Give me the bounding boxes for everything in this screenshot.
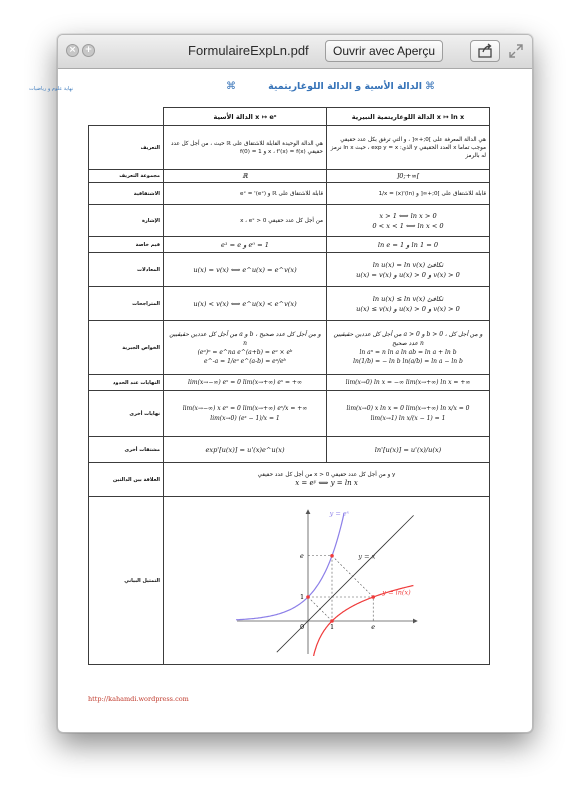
- title-symbol-icon: ⌘: [226, 81, 236, 92]
- formula-table: [88, 107, 490, 665]
- ln-cell: lim(x→0) x ln x = 0 lim(x→+∞) ln x/x = 0 lim(x→1) ln x/(x − 1) = 1: [327, 391, 490, 437]
- table-row: [89, 237, 490, 253]
- exp-curve: [236, 513, 344, 619]
- graph-cell: [164, 497, 490, 665]
- ln-cell: من أجل كل عددين حقيقيين a > 0 و b > 0 ، و من أجل كل عدد صحيح n ln aⁿ = n ln a ln ab = ln a + ln b ln(1/b) = − ln b ln(a/b) = ln a − ln b: [327, 321, 490, 375]
- exp-cell: lim(x→−∞) eˣ = 0 lim(x→+∞) eˣ = +∞: [164, 375, 327, 391]
- table-row: [89, 375, 490, 391]
- table-row: [89, 321, 490, 375]
- row-label: نهايات أخرى: [89, 391, 164, 437]
- exp-cell: قابلة للاشتقاق على ℝ و (eˣ)' = eˣ: [164, 183, 327, 205]
- table-row: [89, 287, 490, 321]
- relation-text: من أجل كل عدد حقيقي x > 0 و من أجل كل عدد حقيقي y: [257, 471, 396, 478]
- ln-cell: ]0;+∞[: [327, 170, 490, 183]
- ln-cell: lim(x→0) ln x = −∞ lim(x→+∞) ln x = +∞: [327, 375, 490, 391]
- fullscreen-icon[interactable]: [509, 44, 523, 58]
- row-label: النهايات عند الحدود: [89, 375, 164, 391]
- ln-cell: ln e = 1 و ln 1 = 0: [327, 237, 490, 253]
- exp-cell: lim(x→−∞) x eˣ = 0 lim(x→+∞) eˣ/x = +∞ lim(x→0) (eˣ − 1)/x = 1: [164, 391, 327, 437]
- exp-cell: من أجل كل عدد حقيقي x ، eˣ > 0: [164, 205, 327, 237]
- footer-link[interactable]: http://kahamdi.wordpress.com: [88, 695, 189, 703]
- ln-cell: x > 1 ⟺ ln x > 0 0 < x < 1 ⟺ ln x < 0: [327, 205, 490, 237]
- ln-cell: قابلة للاشتقاق على ]0;+∞[ و (ln)'(x) = 1/x: [327, 183, 490, 205]
- ln-curve-label: y = ln(x): [381, 588, 411, 597]
- exp-cell: u(x) < v(x) ⟺ e^u(x) < e^v(x): [164, 287, 327, 321]
- title-symbol-icon: ⌘: [425, 81, 435, 92]
- relation-cell: [164, 463, 490, 497]
- window-title: FormulaireExpLn.pdf: [188, 43, 309, 58]
- exp-cell: e¹ = e و e⁰ = 1: [164, 237, 327, 253]
- point-e-1: [371, 595, 375, 599]
- table-row: [89, 205, 490, 237]
- relation-formula: x = eʸ ⟺ y = ln x: [295, 478, 358, 487]
- graph-row: [89, 497, 490, 665]
- row-label: التمثيل البياني: [89, 497, 164, 665]
- empty-corner: [89, 108, 164, 126]
- point-0-1: [306, 595, 310, 599]
- point-1-e: [330, 553, 334, 557]
- table-row: [89, 253, 490, 287]
- row-label: الإشارة: [89, 205, 164, 237]
- exp-cell: هي الدالة الوحيدة القابلة للاشتقاق على ℝ حيث ، من أجل كل عدد حقيقي x ، f'(x) = f(x) و f(0) = 1: [164, 126, 327, 170]
- exp-ln-graph: [232, 506, 422, 656]
- share-button[interactable]: [470, 40, 500, 62]
- exp-cell: u(x) = v(x) ⟺ e^u(x) = e^v(x): [164, 253, 327, 287]
- identity-line-label: y = x: [357, 552, 375, 561]
- row-label: الاشتقاقية: [89, 183, 164, 205]
- exp-header: الدالة الأسية x ↦ eˣ: [164, 108, 327, 126]
- row-label: المتراجحات: [89, 287, 164, 321]
- ln-cell: هي الدالة المعرفة على ]0;+∞[ ، و التي ترفق بكل عدد حقيقي موجب تماما x العدد الحقيقي y الذي: exp y = x ، حيث ln x نرمز له بالرمز: [327, 126, 490, 170]
- ln-cell: ln u(x) = ln v(x) تكافئ u(x) = v(x) و u(x) > 0 و v(x) > 0: [327, 253, 490, 287]
- document-title: الدالة الأسية و الدالة اللوغاريتمية: [268, 81, 422, 92]
- share-icon: [471, 41, 499, 61]
- title-bar: [58, 35, 532, 69]
- ln-cell: ln'[u(x)] = u'(x)/u(x): [327, 437, 490, 463]
- row-label: مشتقات أخرى: [89, 437, 164, 463]
- open-with-preview-button[interactable]: Ouvrir avec Aperçu: [325, 40, 443, 62]
- add-icon[interactable]: +: [82, 44, 95, 57]
- exp-cell: من أجل كل عددين حقيقيين a و b ، و من أجل كل عدد صحيح n (eᵃ)ⁿ = e^na e^(a+b) = eᵃ × eᵇ e^-a = 1/eᵃ e^(a-b) = eᵃ/eᵇ: [164, 321, 327, 375]
- tick-1-x: 1: [329, 622, 334, 631]
- exp-cell: ℝ: [164, 170, 327, 183]
- table-row: [89, 437, 490, 463]
- exp-curve-label: y = eˣ: [329, 508, 349, 517]
- tick-e-y: e: [299, 551, 304, 560]
- identity-line: [276, 515, 413, 652]
- tick-1-y: 1: [299, 592, 304, 601]
- exp-cell: exp'[u(x)] = u'(x)e^u(x): [164, 437, 327, 463]
- row-label: قيم خاصة: [89, 237, 164, 253]
- tick-origin: 0: [299, 622, 304, 631]
- row-label: الخواص الجبرية: [89, 321, 164, 375]
- table-header-row: [89, 108, 490, 126]
- table-row: [89, 170, 490, 183]
- ln-header: الدالة اللوغاريتمية النبيرية x ↦ ln x: [327, 108, 490, 126]
- ln-cell: ln u(x) ≤ ln v(x) تكافئ u(x) ≤ v(x) و u(x) > 0 و v(x) > 0: [327, 287, 490, 321]
- close-icon[interactable]: ×: [66, 44, 79, 57]
- tick-e-x: e: [370, 622, 375, 631]
- relation-row: [89, 463, 490, 497]
- row-label: التعريف: [89, 126, 164, 170]
- brand-label: نهاية علوم و رياضيات: [29, 86, 74, 92]
- row-label: مجموعة التعريف: [89, 170, 164, 183]
- table-row: [89, 126, 490, 170]
- row-label: المعادلات: [89, 253, 164, 287]
- row-label: العلاقة بين الدالتين: [89, 463, 164, 497]
- table-row: [89, 391, 490, 437]
- table-row: [89, 183, 490, 205]
